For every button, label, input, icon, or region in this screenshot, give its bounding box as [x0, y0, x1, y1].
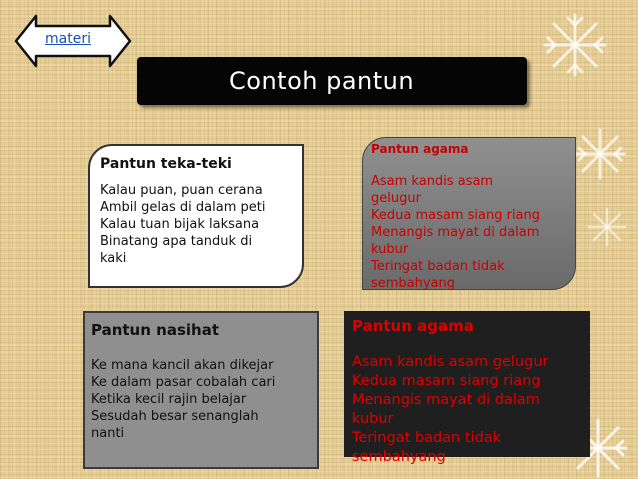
page-title: Contoh pantun: [229, 67, 415, 95]
card-line: Menangis mayat di dalam: [371, 225, 540, 240]
card-line: nanti: [91, 426, 125, 441]
pantun-teka-teki-card: [88, 144, 304, 288]
card-line: Kalau tuan bijak laksana: [100, 217, 260, 232]
card-heading: Pantun agama: [371, 142, 469, 156]
pantun-agama-dark-card: [344, 311, 590, 465]
card-line: kaki: [100, 251, 127, 266]
card-line: Sesudah besar senanglah: [91, 409, 259, 424]
snowflake-icon: [540, 10, 610, 80]
pantun-agama-card: [362, 137, 576, 290]
card-line: Asam kandis asam: [371, 174, 494, 189]
pantun-nasihat-card: [83, 311, 319, 469]
card-heading: Pantun nasihat: [91, 321, 219, 339]
card-line: sembahyang: [371, 276, 456, 291]
card-line: Ke mana kancil akan dikejar: [91, 358, 274, 373]
card-line: Teringat badan tidak: [352, 430, 502, 446]
card-line: Ambil gelas di dalam peti: [100, 200, 266, 215]
card-line: Teringat badan tidak: [371, 259, 505, 274]
card-line: Asam kandis asam gelugur: [352, 354, 549, 370]
card-line: Kedua masam siang riang: [352, 373, 541, 389]
card-line: gelugur: [371, 191, 421, 206]
snowflake-icon: [585, 205, 629, 249]
card-line: Ke dalam pasar cobalah cari: [91, 375, 276, 390]
card-heading: Pantun agama: [352, 317, 474, 335]
card-line: sembahyang: [352, 449, 446, 465]
card-line: Menangis mayat di dalam kubur: [352, 392, 540, 427]
card-line: Kedua masam siang riang: [371, 208, 541, 223]
card-line: Kalau puan, puan cerana: [100, 183, 263, 198]
materi-link[interactable]: materi: [45, 31, 91, 47]
card-line: kubur: [371, 242, 409, 257]
card-line: Binatang apa tanduk di: [100, 234, 253, 249]
card-line: Ketika kecil rajin belajar: [91, 392, 247, 407]
card-heading: Pantun teka-teki: [100, 156, 232, 172]
title-bar: [137, 57, 527, 105]
snowflake-icon: [572, 126, 628, 182]
